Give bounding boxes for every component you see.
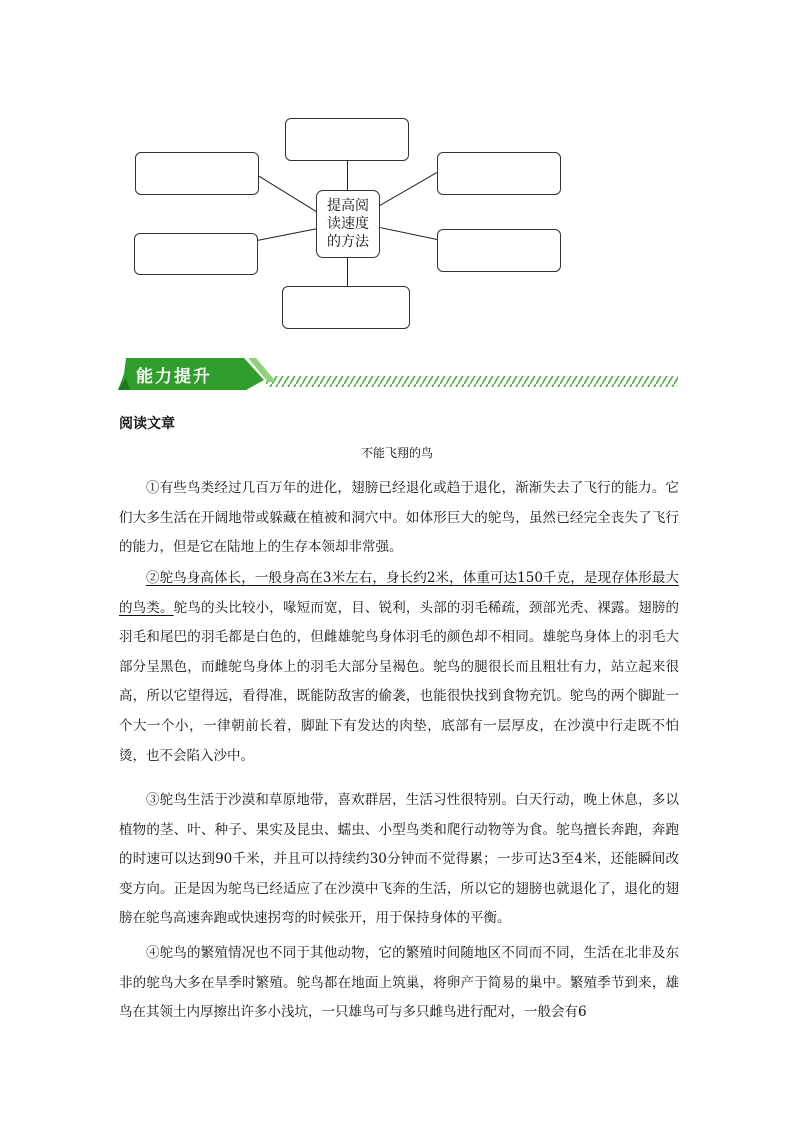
center-line-3: 的方法 — [327, 234, 369, 250]
article-paragraph-2 — [119, 564, 679, 771]
center-line-2: 读速度 — [327, 216, 369, 232]
mind-map-box-top — [285, 118, 409, 161]
connector-line-top-right — [379, 172, 437, 206]
article-paragraph-3: ③鸵鸟生活于沙漠和草原地带，喜欢群居，生活习性很特别。白天行动，晚上休息，多以植物的茎、叶、种子、果实及昆虫、蠕虫、小型鸟类和爬行动物等为食。鸵鸟擅长奔跑，奔跑的时速可以达到90千米，并且可以持续约30分钟而不觉得累；一步可达3至4米，还能瞬间改变方向。正是因为鸵鸟已经适应了在沙漠中飞奔的生活，所以它的翅膀也就退化了，退化的翅膀在鸵鸟高速奔跑或快速拐弯的时候张开，用于保持身体的平衡。 — [119, 792, 679, 927]
connector-line-bottom-right — [380, 227, 437, 240]
connector-line-bottom-left — [257, 228, 318, 241]
underlined-sentence: ②鸵鸟身高体长，一般身高在3米左右，身长约2米，体重可达150千克，是现存体形最大的鸟类。 — [119, 570, 679, 616]
article-paragraph-4: ④鸵鸟的繁殖情况也不同于其他动物，它的繁殖时间随地区不同而不同，生活在北非及东非的鸵鸟大多在旱季时繁殖。鸵鸟都在地面上筑巢，将卵产于简易的巢中。繁殖季节到来，雄鸟在其领土内厚擦出许多小浅坑，一只雄鸟可与多只雌鸟进行配对，一般会有6 — [119, 945, 679, 1021]
article-paragraph-1: ①有些鸟类经过几百万年的进化，翅膀已经退化或趋于退化，渐渐失去了飞行的能力。它们大多生活在开阔地带或躲藏在植被和洞穴中。如体形巨大的鸵鸟，虽然已经完全丧失了飞行的能力，但是它在陆地上的生存本领却非常强。 — [119, 480, 679, 556]
mind-map-box-top-left — [135, 152, 259, 195]
connector-line-top-left — [257, 175, 318, 213]
mind-map-box-top-right — [437, 152, 561, 195]
center-line-1: 提高阅 — [327, 198, 369, 214]
connector-line-bottom — [347, 258, 348, 287]
mind-map-box-bottom-right — [437, 229, 561, 272]
connector-line-top — [347, 160, 348, 190]
section-heading: 阅读文章 — [119, 416, 175, 432]
mind-map-box-bottom-left — [134, 233, 258, 275]
mind-map-box-bottom — [282, 286, 410, 329]
mind-map-center-node — [316, 190, 380, 258]
paragraph-2-rest: 鸵鸟的头比较小，喙短而宽，目、锐利，头部的羽毛稀疏，颈部光秃、裸露。翅膀的羽毛和尾巴的羽毛都是白色的，但雌雄鸵鸟身体羽毛的颜色却不相同。雄鸵鸟身体上的羽毛大部分呈黑色，而雌鸵鸟身体上的羽毛大部分呈褐色。鸵鸟的腿很长而且粗壮有力，站立起来很高，所以它望得远，看得准，既能防敌害的偷袭，也能很快找到食物充饥。鸵鸟的两个脚趾一个大一个小，一律朝前长着，脚趾下有发达的肉垫，底部有一层厚皮，在沙漠中行走既不怕烫，也不会陷入沙中。 — [119, 599, 680, 764]
article-title: 不能飞翔的鸟 — [360, 446, 433, 460]
mind-map-diagram — [0, 0, 794, 340]
banner-title: 能力提升 — [136, 367, 212, 387]
section-banner — [116, 354, 678, 394]
